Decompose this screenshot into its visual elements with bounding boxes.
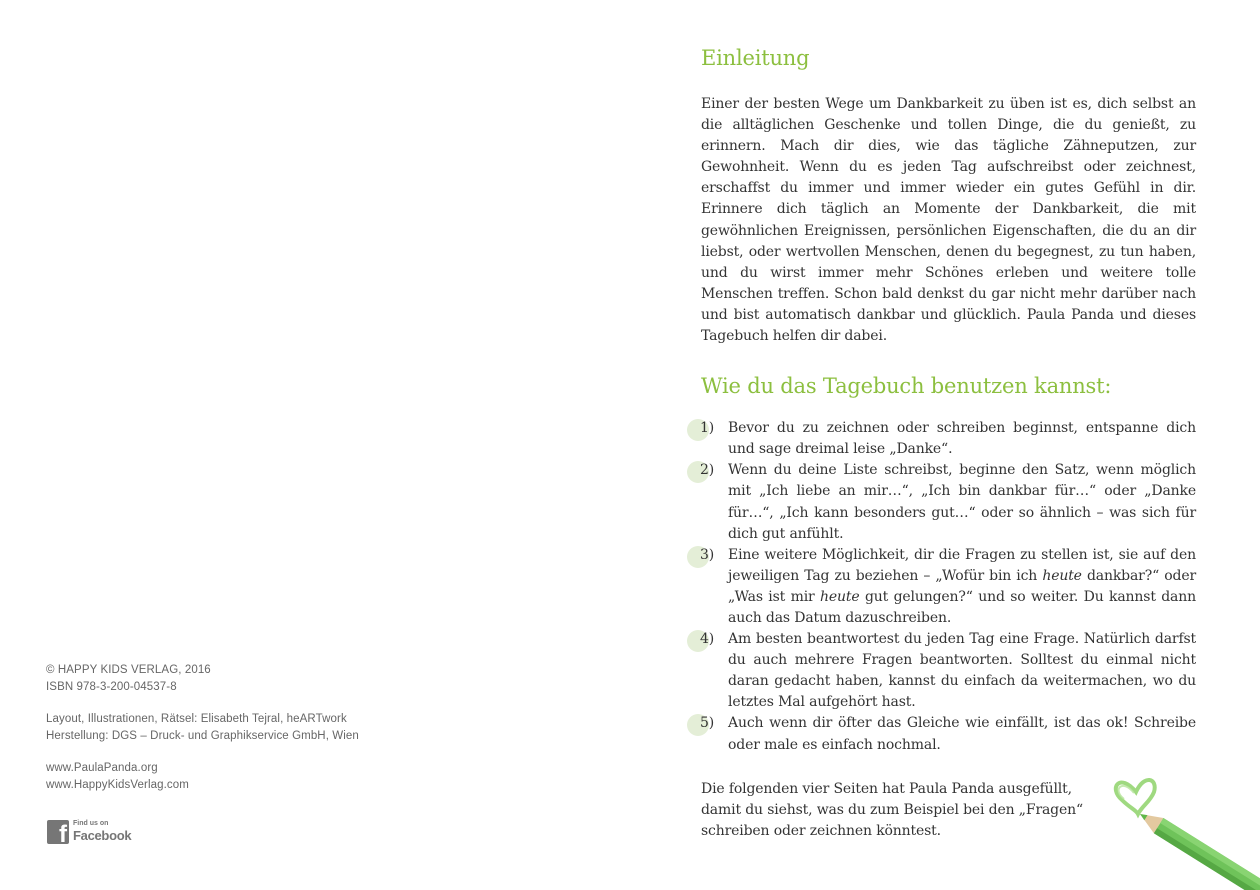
howto-heading: Wie du das Tagebuch benutzen kannst: bbox=[701, 374, 1112, 399]
step-text: gut gelungen?“ und so weiter. Du kannst dann auch das Datum dazuschreiben. bbox=[728, 588, 1196, 626]
step-emphasis: heute bbox=[1042, 567, 1082, 584]
step-text: Wenn du deine Liste schreibst, beginne den Satz, wenn möglich mit „Ich liebe an mir…“, „Ich bin dankbar für…“ oder „Danke für…“, „Ich kann besonders gut…“ oder so ähnlich – was sich für dich gut anfühlt. bbox=[728, 462, 1196, 542]
step-text: dankbar?“ oder „Was ist mir bbox=[728, 567, 1196, 605]
howto-step bbox=[701, 460, 1196, 544]
howto-steps bbox=[701, 418, 1196, 756]
step-number bbox=[687, 546, 727, 567]
imprint bbox=[46, 662, 359, 809]
imprint-credits bbox=[46, 711, 359, 744]
imprint-line: ISBN 978-3-200-04537-8 bbox=[46, 680, 177, 693]
facebook-icon: f bbox=[47, 820, 69, 844]
content-page bbox=[701, 44, 1196, 842]
step-number bbox=[687, 461, 727, 482]
imprint-line: © HAPPY KIDS VERLAG, 2016 bbox=[46, 664, 211, 676]
imprint-line: Herstellung: DGS – Druck- und Graphikservice GmbH, Wien bbox=[46, 729, 359, 742]
step-text: Am besten beantwortest du jeden Tag eine Frage. Natürlich darfst du auch mehrere Fragen beantworten. Solltest du einmal nicht daran gedacht haben, kannst du einfach da weitermachen, wo du letztes Mal aufgehört hast. bbox=[728, 631, 1196, 711]
step-number-label: 3) bbox=[700, 546, 715, 563]
facebook-badge[interactable] bbox=[47, 820, 131, 844]
howto-step bbox=[701, 629, 1196, 713]
step-number bbox=[687, 714, 727, 735]
website-link[interactable]: www.HappyKidsVerlag.com bbox=[46, 778, 189, 791]
step-number-label: 5) bbox=[700, 715, 715, 732]
imprint-copyright bbox=[46, 662, 359, 695]
step-number-label: 2) bbox=[700, 462, 715, 479]
step-text: Auch wenn dir öfter das Gleiche wie einfällt, ist das ok! Schreibe oder male es einfach nochmal. bbox=[728, 715, 1196, 753]
website-link[interactable]: www.PaulaPanda.org bbox=[46, 762, 158, 774]
howto-step bbox=[701, 545, 1196, 629]
green-pencil-heart-icon bbox=[1100, 762, 1260, 890]
step-number-label: 1) bbox=[700, 420, 715, 437]
facebook-badge-text bbox=[73, 820, 131, 844]
closing-line: damit du siehst, was du zum Beispiel bei den „Fragen“ bbox=[701, 801, 1084, 818]
step-text: Eine weitere Möglichkeit, dir die Fragen zu stellen ist, sie auf den jeweiligen Tag zu beziehen – „Wofür bin ich bbox=[728, 546, 1196, 584]
closing-line: schreiben oder zeichnen könntest. bbox=[701, 822, 941, 839]
facebook-badge-small: Find us on bbox=[73, 820, 109, 827]
step-number-label: 4) bbox=[700, 631, 715, 648]
closing-line: Die folgenden vier Seiten hat Paula Panda ausgefüllt, bbox=[701, 780, 1072, 797]
step-text: Bevor du zu zeichnen oder schreiben beginnst, entspanne dich und sage dreimal leise „Danke“. bbox=[728, 420, 1196, 458]
intro-heading: Einleitung bbox=[701, 46, 810, 70]
intro-paragraph: Einer der besten Wege um Dankbarkeit zu üben ist es, dich selbst an die alltäglichen Geschenke und tollen Dinge, die du genießt, zu erinnern. Mach dir dies, wie das tägliche Zähneputzen, zur Gewohnheit. Wenn du es jeden Tag aufschreibst oder zeichnest, erschaffst du immer und immer wieder ein gutes Gefühl in dir. Erinnere dich täglich an Momente der Dankbarkeit, die mit gewöhnlichen Ereignissen, persönlichen Eigenschaften, die du an dir liebst, oder wertvollen Menschen, denen du begegnest, zu tun haben, und du wirst immer mehr Schönes erleben und weitere tolle Menschen treffen. Schon bald denkst du gar nicht mehr darüber nach und bist automatisch dankbar und glücklich. Paula Panda und dieses Tagebuch helfen dir dabei. bbox=[701, 96, 1196, 345]
step-number bbox=[687, 630, 727, 651]
howto-step bbox=[701, 418, 1196, 460]
step-emphasis: heute bbox=[820, 588, 860, 605]
imprint-line: Layout, Illustrationen, Rätsel: Elisabeth Tejral, heARTwork bbox=[46, 713, 347, 725]
imprint-links bbox=[46, 760, 359, 793]
step-number bbox=[687, 419, 727, 440]
facebook-badge-big: Facebook bbox=[73, 828, 132, 843]
howto-step bbox=[701, 713, 1196, 755]
